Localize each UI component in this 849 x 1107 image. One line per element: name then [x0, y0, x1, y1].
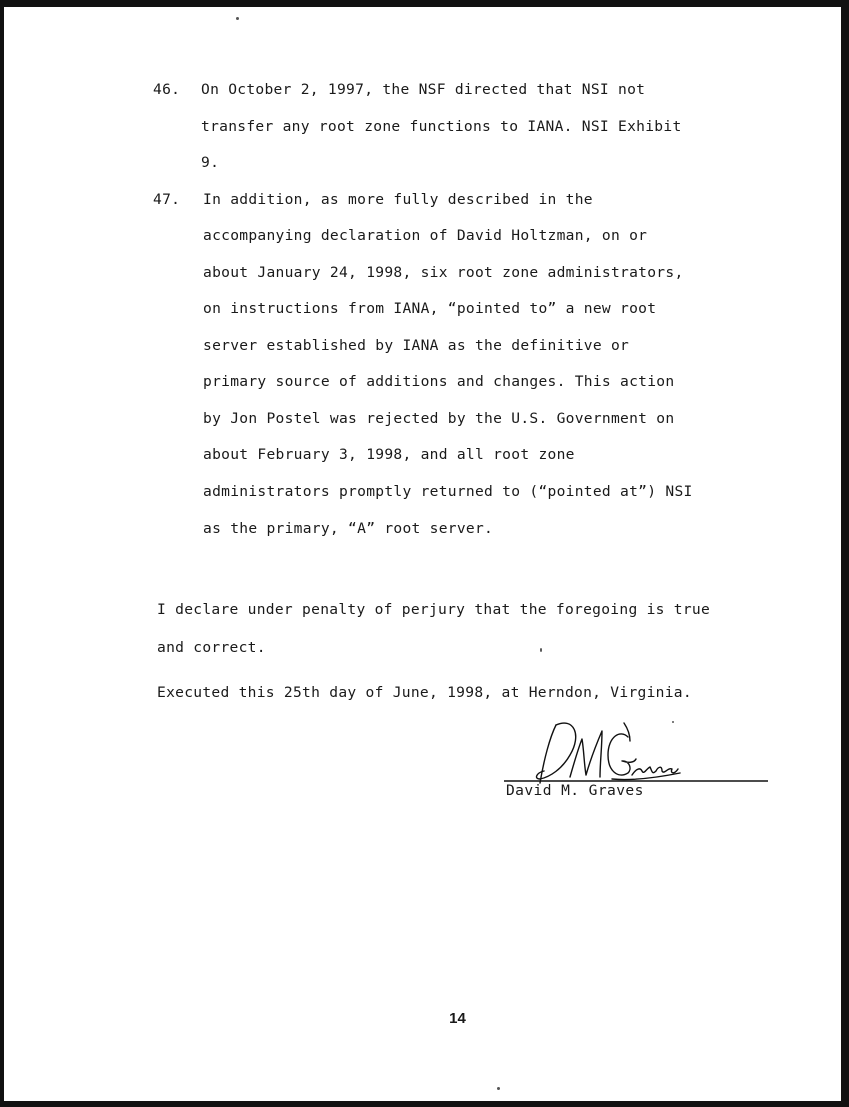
paragraph-47-line-6: primary source of additions and changes. This action [203, 373, 675, 390]
executed-statement: Executed this 25th day of June, 1998, at Herndon, Virginia. [157, 684, 692, 701]
signer-name: David M. Graves [506, 782, 644, 799]
scan-speck [236, 17, 239, 20]
handwritten-signature [504, 715, 774, 791]
paragraph-46-line-2: transfer any root zone functions to IANA. NSI Exhibit [201, 118, 682, 135]
declaration-line-2: and correct. [157, 639, 266, 656]
paragraph-47-line-4: on instructions from IANA, “pointed to” a new root [203, 300, 657, 317]
paragraph-47-line-7: by Jon Postel was rejected by the U.S. Government on [203, 410, 675, 427]
signature-strokes [537, 723, 680, 783]
scan-speck [672, 721, 674, 723]
page-number: 14 [449, 1010, 466, 1027]
paragraph-46-line-3: 9. [201, 154, 220, 171]
paragraph-46-line-1: On October 2, 1997, the NSF directed that NSI not [201, 81, 646, 98]
paragraph-47-line-5: server established by IANA as the definitive or [203, 337, 630, 354]
paragraph-47-number: 47. [153, 191, 181, 208]
paragraph-47-line-3: about January 24, 1998, six root zone administrators, [203, 264, 684, 281]
scan-speck [497, 1087, 500, 1090]
paragraph-47-line-9: administrators promptly returned to (“pointed at”) NSI [203, 483, 693, 500]
paragraph-47-line-8: about February 3, 1998, and all root zone [203, 446, 575, 463]
paragraph-47-line-10: as the primary, “A” root server. [203, 520, 494, 537]
paragraph-46-number: 46. [153, 81, 181, 98]
scan-speck [540, 648, 542, 652]
paragraph-47-line-1: In addition, as more fully described in the [203, 191, 593, 208]
declaration-line-1: I declare under penalty of perjury that the foregoing is true [157, 601, 711, 618]
paragraph-47-line-2: accompanying declaration of David Holtzman, on or [203, 227, 648, 244]
